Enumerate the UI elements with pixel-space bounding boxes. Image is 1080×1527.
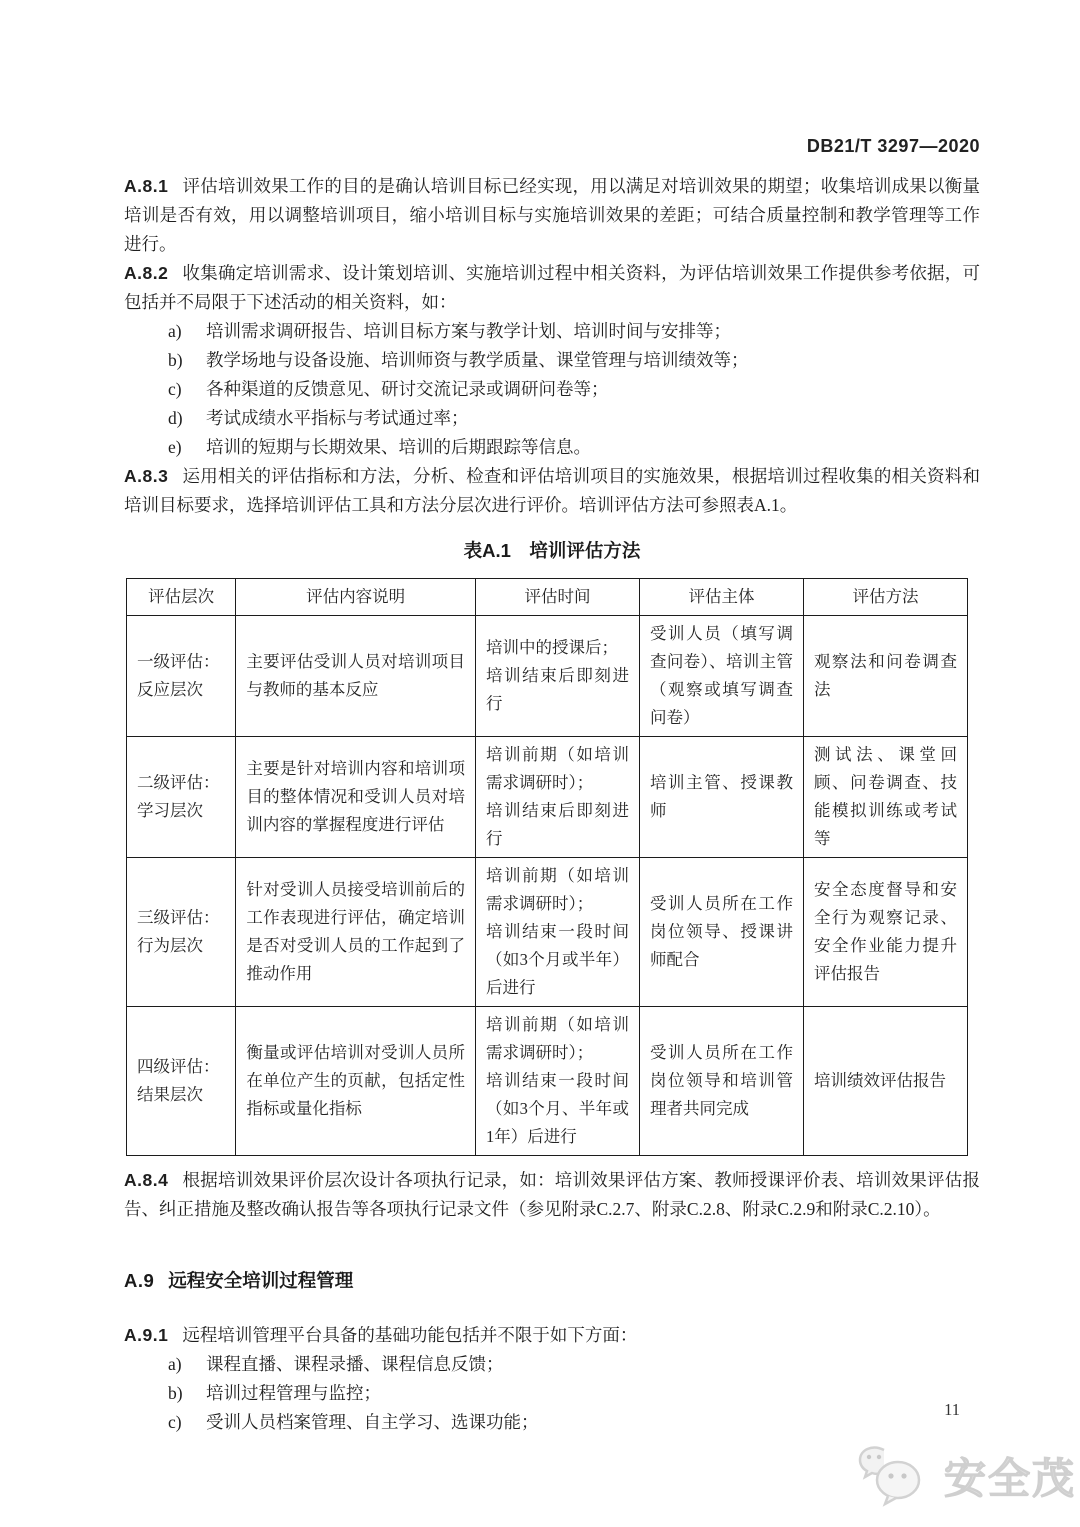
- cell-level: [127, 1007, 236, 1156]
- watermark: [854, 1440, 1076, 1512]
- cell-time-line: 培训前期（如培训需求调研时）；: [486, 745, 629, 792]
- cell-subject: 受训人员所在工作岗位领导、授课讲师配合: [639, 858, 803, 1007]
- list-label: c): [168, 379, 182, 399]
- list-label: b): [168, 350, 183, 370]
- list-text: 课程直播、课程录播、课程信息反馈；: [206, 1354, 504, 1374]
- list-item-a8-2-d: [124, 404, 980, 433]
- evaluation-methods-table: [126, 578, 968, 1156]
- section-heading-a9: [124, 1266, 980, 1295]
- list-item-a8-2-e: [124, 433, 980, 462]
- list-item-a9-1-a: [124, 1350, 980, 1379]
- list-text: 考试成绩水平指标与考试通过率；: [206, 408, 469, 428]
- cell-method: 安全态度督导和安全行为观察记录、安全作业能力提升评估报告: [803, 858, 967, 1007]
- cell-time-line: 培训中的授课后；: [486, 638, 618, 657]
- cell-level-line: 行为层次: [137, 936, 203, 955]
- paragraph-a8-4: [124, 1166, 980, 1224]
- clause-label-a9: A.9: [124, 1270, 155, 1291]
- cell-content: 衡量或评估培训对受训人员所在单位产生的页献，包括定性指标或量化指标: [236, 1007, 476, 1156]
- cell-content: 主要评估受训人员对培训项目与教师的基本反应: [236, 616, 476, 737]
- cell-level-line: 结果层次: [137, 1085, 203, 1104]
- paragraph-a9-1: [124, 1321, 980, 1350]
- cell-content: 主要是针对培训内容和培训项目的整体情况和受训人员对培训内容的掌握程度进行评估: [236, 737, 476, 858]
- cell-method: 测试法、课堂回顾、问卷调查、技能模拟训练或考试等: [803, 737, 967, 858]
- cell-time: [476, 858, 640, 1007]
- cell-time-line: 培训结束一段时间（如3个月、半年或1年）后进行: [486, 1071, 629, 1146]
- cell-level: [127, 858, 236, 1007]
- cell-time: [476, 737, 640, 858]
- table-row-level4: [127, 1007, 968, 1156]
- paragraph-a8-3: [124, 462, 980, 520]
- list-text: 培训需求调研报告、培训目标方案与教学计划、培训时间与安排等；: [206, 321, 731, 341]
- cell-level-line: 三级评估：: [137, 908, 220, 927]
- list-text: 培训过程管理与监控；: [206, 1383, 381, 1403]
- col-header-subject: 评估主体: [639, 579, 803, 616]
- cell-level-line: 四级评估：: [137, 1057, 220, 1076]
- list-item-a9-1-b: [124, 1379, 980, 1408]
- section-title-a9: 远程安全培训过程管理: [168, 1270, 354, 1291]
- table-row-level2: [127, 737, 968, 858]
- cell-method: 培训绩效评估报告: [803, 1007, 967, 1156]
- paragraph-text-a9-1: 远程培训管理平台具备的基础功能包括并不限于如下方面：: [182, 1325, 638, 1345]
- list-label: b): [168, 1383, 183, 1403]
- cell-method: 观察法和问卷调查法: [803, 616, 967, 737]
- cell-level: [127, 737, 236, 858]
- cell-time-line: 培训前期（如培训需求调研时）；: [486, 1015, 629, 1062]
- cell-time-line: 培训前期（如培训需求调研时）；: [486, 866, 629, 913]
- cell-level-line: 一级评估：: [137, 652, 220, 671]
- list-label: c): [168, 1412, 182, 1432]
- paragraph-text-a8-3: 运用相关的评估指标和方法，分析、检查和评估培训项目的实施效果，根据培训过程收集的相关资料和培训目标要求，选择培训评估工具和方法分层次进行评价。培训评估方法可参照表A.1。: [124, 466, 980, 515]
- chat-bubbles-icon: [854, 1440, 938, 1512]
- col-header-content: 评估内容说明: [236, 579, 476, 616]
- cell-time: [476, 1007, 640, 1156]
- list-label: e): [168, 437, 182, 457]
- clause-label-a8-3: A.8.3: [124, 466, 169, 486]
- list-label: a): [168, 321, 182, 341]
- clause-label-a8-1: A.8.1: [124, 176, 169, 196]
- paragraph-text-a8-4: 根据培训效果评价层次设计各项执行记录，如：培训效果评估方案、教师授课评价表、培训效果评估报告、纠正措施及整改确认报告等各项执行记录文件（参见附录C.2.7、附录C.2.8、附录C.2.9和附录C.2.10）。: [124, 1170, 980, 1219]
- col-header-method: 评估方法: [803, 579, 967, 616]
- clause-label-a9-1: A.9.1: [124, 1325, 169, 1345]
- cell-subject: 培训主管、授课教师: [639, 737, 803, 858]
- cell-time-line: 培训结束后即刻进行: [486, 666, 629, 713]
- col-header-level: 评估层次: [127, 579, 236, 616]
- cell-level-line: 学习层次: [137, 801, 203, 820]
- list-label: d): [168, 408, 183, 428]
- table-row-level3: [127, 858, 968, 1007]
- paragraph-a8-2: [124, 259, 980, 317]
- table-caption: 表A.1 培训评估方法: [463, 540, 641, 561]
- list-item-a9-1-c: [124, 1408, 980, 1437]
- page-number: 11: [944, 1400, 960, 1419]
- list-text: 受训人员档案管理、自主学习、选课功能；: [206, 1412, 539, 1432]
- list-item-a8-2-a: [124, 317, 980, 346]
- table-header-row: [127, 579, 968, 616]
- clause-label-a8-4: A.8.4: [124, 1170, 169, 1190]
- list-text: 教学场地与设备设施、培训师资与教学质量、课堂管理与培训绩效等；: [206, 350, 749, 370]
- list-label: a): [168, 1354, 182, 1374]
- doc-code: DB21/T 3297—2020: [806, 136, 980, 156]
- cell-time-line: 培训结束一段时间（如3个月或半年）后进行: [486, 922, 629, 997]
- paragraph-text-a8-1: 评估培训效果工作的目的是确认培训目标已经实现，用以满足对培训效果的期望；收集培训成果以衡量培训是否有效，用以调整培训项目，缩小培训目标与实施培训效果的差距；可结合质量控制和教学管理等工作进行。: [124, 176, 980, 254]
- cell-level-line: 二级评估：: [137, 773, 220, 792]
- cell-time-line: 培训结束后即刻进行: [486, 801, 629, 848]
- list-item-a8-2-b: [124, 346, 980, 375]
- cell-content: 针对受训人员接受培训前后的工作表现进行评估，确定培训是否对受训人员的工作起到了推动作用: [236, 858, 476, 1007]
- paragraph-a8-1: [124, 172, 980, 259]
- cell-subject: 受训人员所在工作岗位领导和培训管理者共同完成: [639, 1007, 803, 1156]
- cell-level-line: 反应层次: [137, 680, 203, 699]
- cell-subject: 受训人员（填写调查问卷）、培训主管（观察或填写调查问卷）: [639, 616, 803, 737]
- paragraph-text-a8-2: 收集确定培训需求、设计策划培训、实施培训过程中相关资料，为评估培训效果工作提供参考依据，可包括并不局限于下述活动的相关资料，如：: [124, 263, 980, 312]
- list-text: 各种渠道的反馈意见、研讨交流记录或调研问卷等；: [206, 379, 609, 399]
- col-header-time: 评估时间: [476, 579, 640, 616]
- list-text: 培训的短期与长期效果、培训的后期跟踪等信息。: [206, 437, 591, 457]
- table-row-level1: [127, 616, 968, 737]
- cell-time: [476, 616, 640, 737]
- document-body: [124, 172, 980, 1437]
- cell-level: [127, 616, 236, 737]
- clause-label-a8-2: A.8.2: [124, 263, 169, 283]
- list-item-a8-2-c: [124, 375, 980, 404]
- watermark-text: 安全茂: [943, 1455, 1076, 1502]
